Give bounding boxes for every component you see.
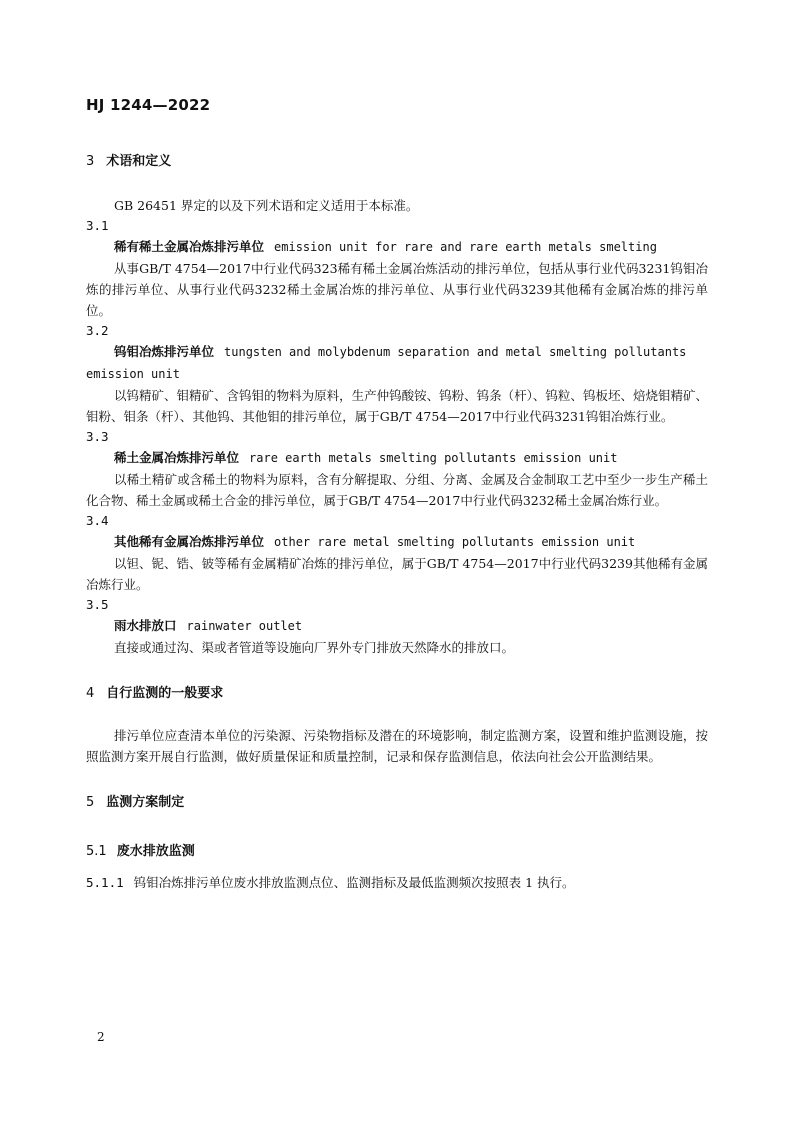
term-en: tungsten and molybdenum separation and metal smelting pollutants emission unit bbox=[86, 345, 687, 381]
term-definition: 直接或通过沟、渠或者管道等设施向厂界外专门排放天然降水的排放口。 bbox=[114, 640, 515, 655]
section-title: 术语和定义 bbox=[106, 154, 172, 169]
term-heading bbox=[86, 341, 708, 385]
term-cn: 稀土金属冶炼排污单位 bbox=[114, 450, 240, 465]
section-title: 自行监测的一般要求 bbox=[106, 686, 224, 701]
section-3-intro: GB 26451 界定的以及下列术语和定义适用于本标准。 bbox=[114, 198, 419, 213]
term-number: 3.4 bbox=[86, 513, 109, 528]
subsection-text: 钨钼冶炼排污单位废水排放监测点位、监测指标及最低监测频次按照表 1 执行。 bbox=[133, 875, 575, 890]
term-cn: 钨钼冶炼排污单位 bbox=[114, 344, 215, 359]
term-number: 3.2 bbox=[86, 323, 109, 338]
document-body bbox=[86, 150, 708, 891]
term-cn: 其他稀有金属冶炼排污单位 bbox=[114, 534, 265, 549]
term-definition: 以稀土精矿或含稀土的物料为原料，含有分解提取、分组、分离、金属及合金制取工艺中至少一步生产稀土化合物、稀土金属或稀土合金的排污单位，属于GB/T 4754—2017中行业代码3232稀土金属冶炼行业。 bbox=[86, 472, 708, 508]
page-number: 2 bbox=[97, 1030, 105, 1044]
term-cn: 雨水排放口 bbox=[114, 618, 177, 633]
section-4-body: 排污单位应查清本单位的污染源、污染物指标及潜在的环境影响，制定监测方案，设置和维护监测设施，按照监测方案开展自行监测，做好质量保证和质量控制，记录和保存监测信息，依法向社会公开监测结果。 bbox=[86, 728, 708, 764]
standard-code-header: HJ 1244—2022 bbox=[86, 96, 211, 114]
term-en: emission unit for rare and rare earth metals smelting bbox=[274, 240, 657, 254]
section-title: 监测方案制定 bbox=[106, 795, 185, 810]
subsection-5-1-heading bbox=[86, 840, 708, 859]
term-number: 3.3 bbox=[86, 429, 109, 444]
term-definition: 以钨精矿、钼精矿、含钨钼的物料为原料，生产仲钨酸铵、钨粉、钨条（杆）、钨粒、钨板坯、焙烧钼精矿、钼粉、钼条（杆）、其他钨、其他钼的排污单位，属于GB/T 4754—2017中行业代码3231钨钼冶炼行业。 bbox=[86, 388, 708, 424]
section-number: 3 bbox=[86, 154, 95, 169]
term-en: other rare metal smelting pollutants emission unit bbox=[274, 535, 636, 549]
term-en: rainwater outlet bbox=[186, 619, 303, 633]
term-heading bbox=[86, 531, 708, 553]
term-definition: 从事GB/T 4754—2017中行业代码323稀有稀土金属冶炼活动的排污单位，包括从事行业代码3231钨钼冶炼的排污单位、从事行业代码3232稀土金属冶炼的排污单位、从事行业代码3239其他稀有金属冶炼的排污单位。 bbox=[86, 261, 708, 318]
section-4-heading bbox=[86, 682, 708, 701]
term-heading bbox=[86, 236, 708, 258]
subsection-number: 5.1.1 bbox=[86, 875, 124, 890]
subsection-title: 废水排放监测 bbox=[116, 844, 195, 859]
term-en: rare earth metals smelting pollutants emission unit bbox=[249, 451, 618, 465]
section-5-heading bbox=[86, 791, 708, 810]
subsection-5-1-1 bbox=[86, 873, 708, 891]
term-number: 3.1 bbox=[86, 218, 109, 233]
term-heading bbox=[86, 615, 708, 637]
subsection-number: 5.1 bbox=[86, 844, 107, 859]
term-number: 3.5 bbox=[86, 597, 109, 612]
term-heading bbox=[86, 447, 708, 469]
section-3-heading bbox=[86, 150, 708, 169]
section-number: 5 bbox=[86, 795, 95, 810]
term-cn: 稀有稀土金属冶炼排污单位 bbox=[114, 239, 265, 254]
term-definition: 以钽、铌、锆、铍等稀有金属精矿冶炼的排污单位，属于GB/T 4754—2017中行业代码3239其他稀有金属冶炼行业。 bbox=[86, 556, 708, 592]
section-number: 4 bbox=[86, 686, 95, 701]
